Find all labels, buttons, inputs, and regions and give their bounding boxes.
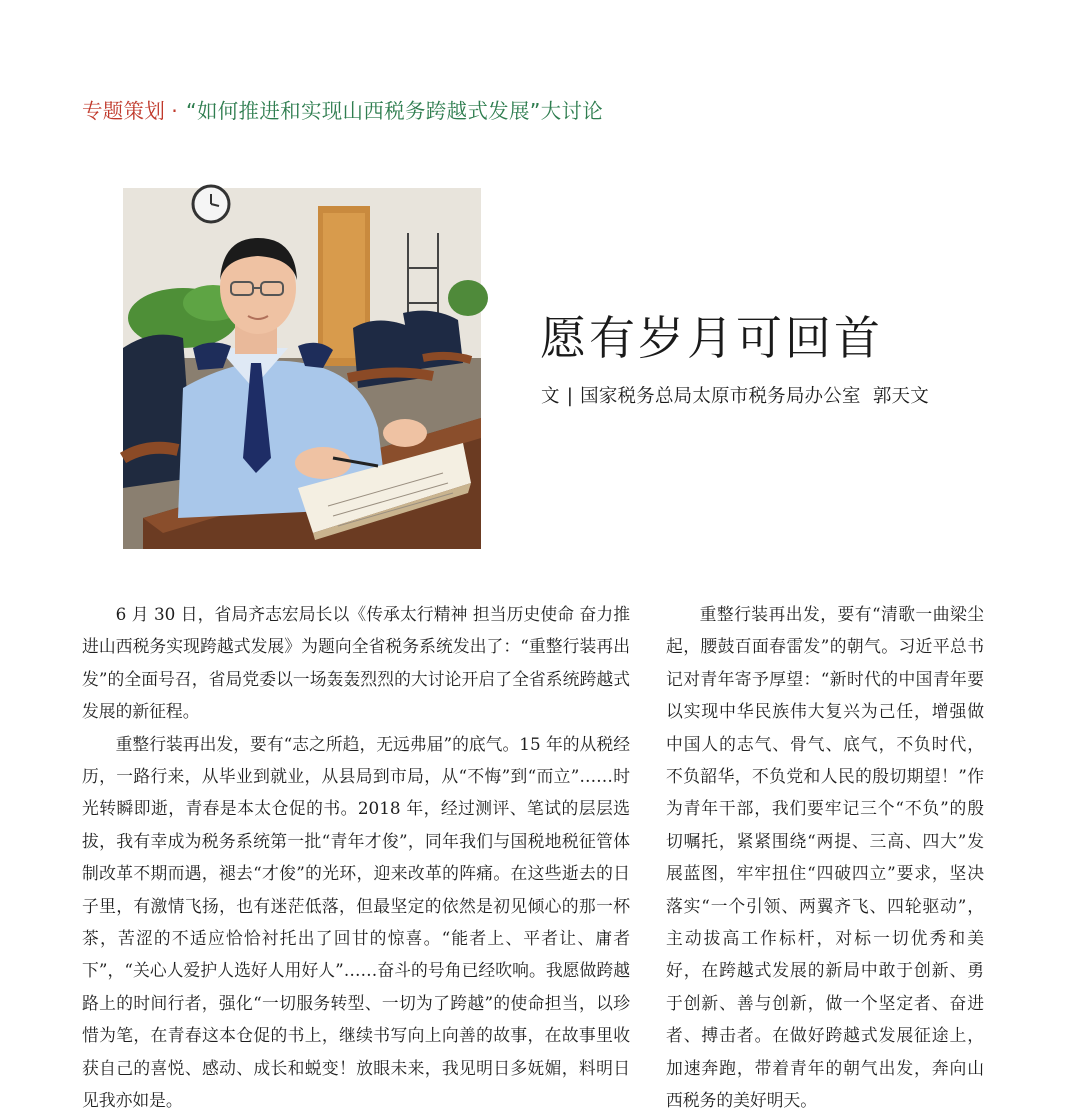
- article-headline: 愿有岁月可回首: [540, 311, 883, 365]
- section-tag: 专题策划: [82, 99, 166, 123]
- article-byline: [541, 382, 929, 408]
- article-column-left: [82, 598, 630, 1111]
- article-column-right: [666, 598, 984, 1111]
- author-photo: [123, 188, 481, 549]
- paragraph: 重整行装再出发，要有“清歌一曲梁尘起，腰鼓百面春雷发”的朝气。习近平总书记对青年寄予厚望：“新时代的中国青年要以实现中华民族伟大复兴为己任，增强做中国人的志气、骨气、底气，不负时代，不负韶华，不负党和人民的殷切期望！”作为青年干部，我们要牢记三个“不负”的殷切嘱托，紧紧围绕“两提、三高、四大”发展蓝图，牢牢扭住“四破四立”要求，坚决落实“一个引领、两翼齐飞、四轮驱动”，主动拔高工作标杆，对标一切优秀和美好，在跨越式发展的新局中敢于创新、勇于创新、善与创新，做一个坚定者、奋进者、搏击者。在做好跨越式发展征途上，加速奔跑，带着青年的朝气出发，奔向山西税务的美好明天。: [666, 604, 984, 1111]
- byline-divider: |: [566, 386, 574, 407]
- paragraph: 6 月 30 日，省局齐志宏局长以《传承太行精神 担当历史使命 奋力推进山西税务实现跨越式发展》为题向全省税务系统发出了：“重整行装再出发”的全面号召，省局党委以一场轰轰烈烈的大讨论开启了全省系统跨越式发展的新征程。: [82, 604, 630, 722]
- byline-org: 国家税务总局太原市税务局办公室: [580, 386, 861, 407]
- portrait-illustration: [123, 188, 481, 549]
- section-header: [82, 94, 603, 124]
- paragraph: 重整行装再出发，要有“志之所趋，无远弗届”的底气。15 年的从税经历，一路行来，从毕业到就业，从县局到市局，从“不悔”到“而立”……时光转瞬即逝，青春是本太仓促的书。2018 年，经过测评、笔试的层层选拔，我有幸成为税务系统第一批“青年才俊”，同年我们与国税地税征管体制改革不期而遇，褪去“才俊”的光环，迎来改革的阵痛。在这些逝去的日子里，有激情飞扬，也有迷茫低落，但最坚定的依然是初见倾心的那一杯茶，苦涩的不适应恰恰衬托出了回甘的惊喜。“能者上、平者让、庸者下”，“关心人爱护人选好人用好人”……奋斗的号角已经吹响。我愿做跨越路上的时间行者，强化“一切服务转型、一切为了跨越”的使命担当，以珍惜为笔，在青春这本仓促的书上，继续书写向上向善的故事，在故事里收获自己的喜悦、感动、成长和蜕变！放眼未来，我见明日多妩媚，料明日见我亦如是。: [82, 733, 630, 1111]
- byline-author: 郭天文: [872, 386, 929, 407]
- byline-prefix: 文: [541, 386, 560, 407]
- section-title: “如何推进和实现山西税务跨越式发展”大讨论: [186, 99, 604, 123]
- header-separator: ·: [171, 99, 179, 123]
